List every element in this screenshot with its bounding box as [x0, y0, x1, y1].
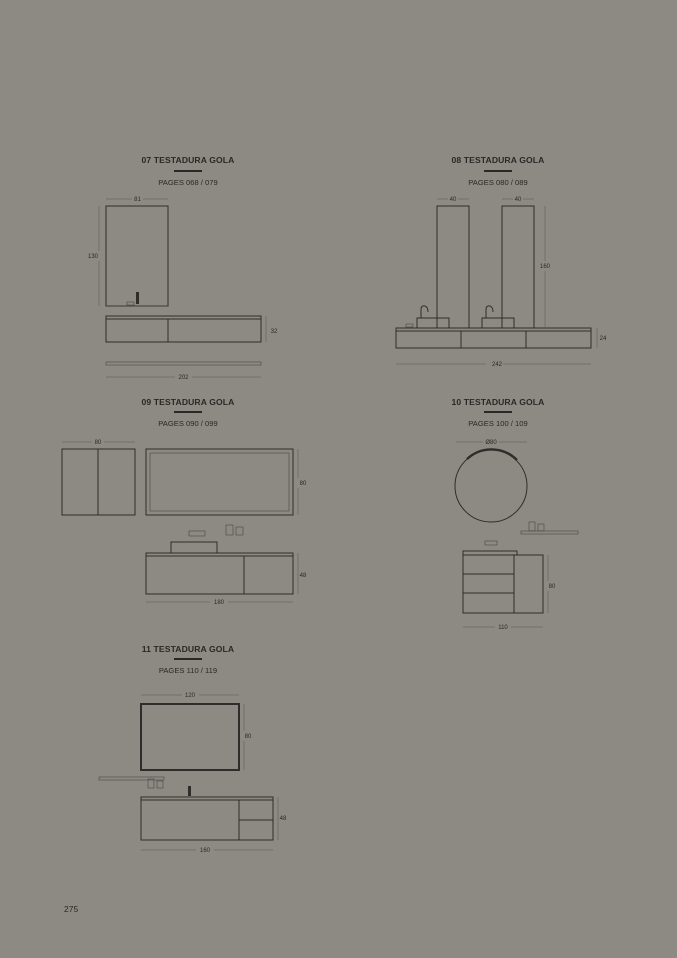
drawing-09-soap-dispenser	[226, 525, 233, 535]
drawing-08-faucet-left	[421, 306, 428, 318]
drawing-11	[99, 693, 287, 854]
drawing-07-dim-total: 202	[178, 375, 189, 381]
drawing-07-faucet	[136, 292, 139, 304]
drawing-07-shelf	[106, 362, 261, 365]
drawing-08	[396, 197, 607, 368]
drawing-10-vanity	[463, 555, 543, 613]
drawing-08-dim-mirror-left: 40	[449, 197, 457, 203]
config-08-title: 08 TESTADURA GOLA	[451, 155, 545, 165]
config-07-title: 07 TESTADURA GOLA	[141, 155, 235, 165]
drawing-11-mirror	[141, 704, 239, 770]
page-number: 275	[64, 904, 79, 914]
drawing-09-dim-vanity-height: 48	[299, 573, 307, 579]
drawing-08-dim-total: 242	[491, 362, 503, 368]
config-11-pages: PAGES 110 / 119	[158, 666, 218, 675]
config-11-title: 11 TESTADURA GOLA	[141, 644, 235, 654]
drawing-08-dim-mirror-right: 40	[514, 197, 522, 203]
drawing-11-dim-total: 160	[199, 848, 211, 854]
drawing-08-dim-height: 160	[539, 264, 551, 270]
drawing-10	[455, 440, 578, 631]
drawing-09	[62, 440, 307, 606]
drawing-10-dim-height: 80	[548, 584, 556, 590]
drawing-07-dim-depth: 32	[270, 329, 278, 335]
drawing-10-accessory	[485, 541, 497, 545]
drawing-11-dim-vanity-height: 48	[279, 816, 287, 822]
drawing-09-dim-total: 180	[213, 600, 225, 606]
drawing-07-dim-height: 130	[87, 254, 99, 260]
drawing-09-vanity	[146, 556, 293, 594]
config-10-pages: PAGES 100 / 109	[468, 419, 528, 428]
config-08-pages: PAGES 080 / 089	[468, 178, 528, 187]
drawing-09-dim-mirror-height: 80	[299, 481, 307, 487]
config-10-title: 10 TESTADURA GOLA	[451, 397, 545, 407]
drawing-11-dim-mirror-height: 80	[244, 734, 252, 740]
drawing-11-dim-mirror-width: 120	[184, 693, 196, 699]
drawing-08-dim-depth: 24	[599, 336, 607, 342]
config-07-pages: PAGES 068 / 079	[158, 178, 218, 187]
drawing-10-light	[467, 449, 517, 460]
drawing-09-mirror	[146, 449, 293, 515]
drawing-08-mirror-left	[437, 206, 469, 328]
drawing-07-vanity	[106, 319, 261, 342]
drawing-08-faucet-right	[486, 306, 493, 318]
config-09-pages: PAGES 090 / 099	[158, 419, 218, 428]
drawing-11-soap-dispenser	[148, 779, 154, 788]
drawing-08-vanity	[396, 331, 591, 348]
drawing-09-dim-cabinet-width: 80	[94, 440, 102, 446]
drawing-10-basin	[463, 551, 517, 555]
drawing-10-dim-total: 110	[498, 625, 508, 631]
drawing-10-soap-dispenser	[529, 522, 535, 531]
drawing-10-dim-diameter: Ø80	[485, 440, 497, 446]
drawing-10-tumbler	[538, 524, 544, 531]
drawing-07-mirror	[106, 206, 168, 306]
drawing-09-accessory	[189, 531, 205, 536]
drawing-09-basin	[171, 542, 217, 553]
drawing-11-faucet	[188, 786, 191, 796]
drawing-08-mirror-right	[502, 206, 534, 328]
drawing-08-basin-right	[482, 318, 514, 328]
drawing-09-tumbler	[236, 527, 243, 535]
drawing-10-round-mirror	[455, 450, 527, 522]
drawing-07	[88, 197, 278, 381]
drawing-07-dim-width: 81	[134, 197, 141, 203]
drawing-10-shelf	[521, 531, 578, 534]
drawing-11-tumbler	[157, 781, 163, 788]
drawing-08-basin-left	[417, 318, 449, 328]
config-09-title: 09 TESTADURA GOLA	[141, 397, 235, 407]
